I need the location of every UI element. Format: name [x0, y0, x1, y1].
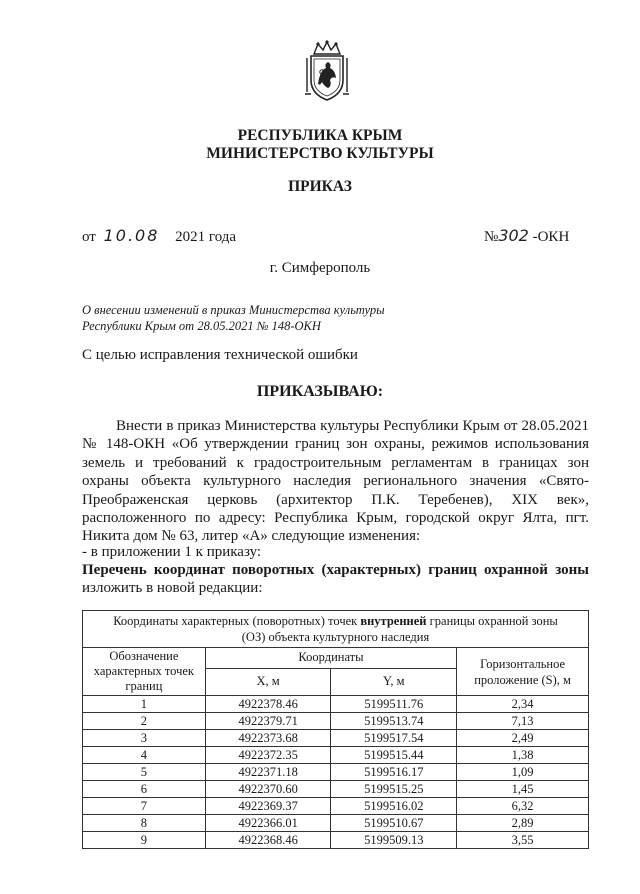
table-row: [83, 832, 589, 849]
table-row: [83, 764, 589, 781]
cell-point: 5: [83, 764, 206, 781]
cell-point: 3: [83, 730, 206, 747]
cell-distance: 3,55: [457, 832, 589, 849]
cell-y: 5199513.74: [331, 713, 457, 730]
table-caption-bold: внутренней: [360, 614, 427, 628]
cell-distance: 1,45: [457, 781, 589, 798]
cell-y: 5199516.17: [331, 764, 457, 781]
coat-of-arms-emblem: [302, 40, 352, 102]
cell-point: 2: [83, 713, 206, 730]
cell-y: 5199510.67: [331, 815, 457, 832]
cell-point: 4: [83, 747, 206, 764]
header-republic: РЕСПУБЛИКА КРЫМ: [237, 127, 403, 144]
cell-y: 5199511.76: [331, 696, 457, 713]
cell-y: 5199515.25: [331, 781, 457, 798]
table-row: [83, 815, 589, 832]
cell-point: 7: [83, 798, 206, 815]
cell-x: 4922373.68: [205, 730, 331, 747]
table-caption-line2: (ОЗ) объекта культурного наследия: [241, 630, 430, 644]
cell-y: 5199516.02: [331, 798, 457, 815]
cell-distance: 1,38: [457, 747, 589, 764]
cell-x: 4922369.37: [205, 798, 331, 815]
cell-x: 4922379.71: [205, 713, 331, 730]
date-prefix: от: [82, 229, 96, 245]
cell-x: 4922370.60: [205, 781, 331, 798]
cell-point: 6: [83, 781, 206, 798]
cell-x: 4922368.46: [205, 832, 331, 849]
order-number: [484, 226, 569, 247]
subject-line-1: О внесении изменений в приказ Министерства культуры: [82, 303, 385, 317]
cell-point: 8: [83, 815, 206, 832]
order-word: ПРИКАЗЫВАЮ:: [256, 383, 384, 400]
subject-line-2: Республики Крым от 28.05.2021 № 148-ОКН: [82, 319, 321, 333]
cell-distance: 2,89: [457, 815, 589, 832]
header-y: Y, м: [331, 668, 457, 695]
cell-distance: 7,13: [457, 713, 589, 730]
table-row: [83, 696, 589, 713]
city: г. Симферополь: [269, 260, 371, 276]
list-title: [82, 561, 589, 598]
table-caption-part1: Координаты характерных (поворотных) точек: [113, 614, 361, 628]
coordinates-table: [82, 610, 589, 849]
cell-y: 5199515.44: [331, 747, 457, 764]
body-paragraph: Внести в приказ Министерства культуры Республики Крым от 28.05.2021 № 148-ОКН «Об утверждении границ зон охраны, режимов использования земель и требований к градостроительным регламентам в границах зон охраны объекта культурного наследия регионального значения «Свято-Преображенская церковь (архитектор П.К. Теребенев), XIX век», расположенного по адресу: Республика Крым, городской округ Ялта, пгт. Никита дом № 63, литер «А» следующие изменения:: [82, 418, 589, 545]
header-distance: Горизонтальное проложение (S), м: [457, 648, 589, 696]
cell-point: 1: [83, 696, 206, 713]
cell-distance: 2,49: [457, 730, 589, 747]
cell-x: 4922371.18: [205, 764, 331, 781]
table-row: [83, 713, 589, 730]
cell-distance: 1,09: [457, 764, 589, 781]
cell-point: 9: [83, 832, 206, 849]
number-suffix: -ОКН: [532, 229, 570, 245]
header-coordinates: Координаты: [205, 648, 456, 669]
cell-distance: 2,34: [457, 696, 589, 713]
date-line: [82, 226, 236, 247]
appendix-line: - в приложении 1 к приказу:: [82, 544, 262, 560]
document-type: ПРИКАЗ: [288, 178, 352, 195]
list-title-rest: изложить в новой редакции:: [82, 580, 263, 597]
table-row: [83, 730, 589, 747]
header-ministry: МИНИСТЕРСТВО КУЛЬТУРЫ: [206, 145, 434, 162]
header-x: X, м: [205, 668, 331, 695]
cell-y: 5199517.54: [331, 730, 457, 747]
handwritten-number: 302: [498, 226, 529, 245]
table-row: [83, 781, 589, 798]
list-title-bold: Перечень координат поворотных (характерных) границ охранной зоны: [82, 562, 589, 578]
table-row: [83, 747, 589, 764]
cell-y: 5199509.13: [331, 832, 457, 849]
date-year: 2021 года: [175, 229, 237, 245]
number-prefix: №: [484, 229, 499, 245]
cell-distance: 6,32: [457, 798, 589, 815]
header-point: Обозначение характерных точек границ: [83, 648, 206, 696]
cell-x: 4922372.35: [205, 747, 331, 764]
handwritten-date: 10.08: [103, 226, 160, 245]
cell-x: 4922366.01: [205, 815, 331, 832]
table-caption: [83, 611, 589, 648]
cell-x: 4922378.46: [205, 696, 331, 713]
table-caption-part2: границы охранной зоны: [426, 614, 558, 628]
purpose: С целью исправления технической ошибки: [82, 347, 358, 363]
table-row: [83, 798, 589, 815]
